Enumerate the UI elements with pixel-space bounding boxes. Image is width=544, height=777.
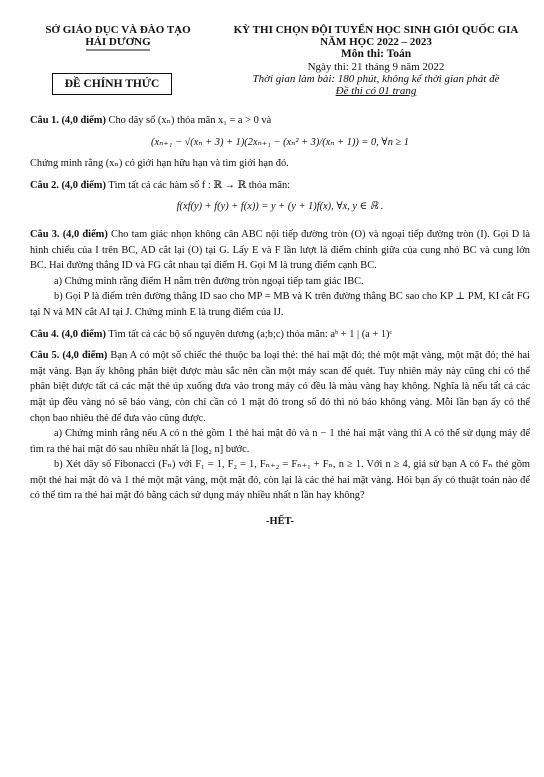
province-underline — [18, 48, 218, 52]
province-name: HẢI DƯƠNG — [85, 36, 151, 48]
question-3-label: Câu 3. (4,0 điểm) — [30, 228, 108, 240]
exam-duration: Thời gian làm bài: 180 phút, không kể thời gian phát đề — [252, 73, 500, 85]
question-1-label: Câu 1. (4,0 điểm) — [30, 115, 106, 126]
question-1 — [30, 113, 530, 129]
official-stamp: ĐỀ CHÍNH THỨC — [52, 73, 172, 95]
question-1-text: Cho dãy số (xₙ) thỏa mãn x₁ = a > 0 và — [108, 115, 272, 126]
subject: Môn thi: Toán — [340, 48, 412, 60]
question-4-text: Tìm tất cả các bộ số nguyên dương (a;b;c) thỏa mãn: aᵇ + 1 | (a + 1)ᶜ — [108, 328, 393, 340]
question-2-text: Tìm tất cả các hàm số f : ℝ → ℝ thỏa mãn: — [108, 179, 291, 191]
issuer-block — [18, 24, 218, 52]
exam-info-block — [218, 24, 534, 97]
exam-title: KỲ THI CHỌN ĐỘI TUYỂN HỌC SINH GIỎI QUỐC GIA — [233, 24, 519, 36]
question-5-part-b: b) Xét dãy số Fibonacci (Fₙ) với F₁ = 1, F₂ = 1, Fₙ₊₂ = Fₙ₊₁ + Fₙ, n ≥ 1. Với n ≥ 4, giả sử bạn A có Fₙ thẻ gồm một thẻ hai mặt đỏ và 1 thẻ một mặt vàng, một mặt đỏ, còn lại là các thẻ hai mặt vàng. Hỏi bạn ấy có thuật toán nào để có thể tìm ra thẻ hai mặt đỏ bằng cách sử dụng máy nhiều nhất n lần hay không? — [30, 459, 530, 502]
question-5-text: Bạn A có một số chiếc thẻ thuộc ba loại thẻ: thẻ hai mặt đỏ; thẻ một mặt vàng, một mặt đỏ; thẻ hai mặt vàng. Bạn ấy không phân biệt được màu sắc nên cần một máy scan để quét. Tuy nhiên máy này cũng chỉ có thể phân biệt được tất cả các mặt thẻ úp xuống đưa vào trong máy có đều là màu vàng hay không. Nghĩa là nếu tất cả các mặt úp đều vàng nó sẽ báo vàng, còn chỉ cần có 1 mặt đỏ trong số đó thì nó báo không vàng. Mỗi lần bạn ấy có thể chọn bao nhiêu thẻ để đưa vào cũng được. — [30, 350, 530, 424]
question-3-part-b: b) Gọi P là điểm trên đường thẳng ID sao cho MP = MB và K trên đường thẳng BC sao cho KP ⊥ PM, KI cắt FG tại N và MN cắt AI tại J. Chứng minh E là trung điểm của IJ. — [30, 291, 530, 318]
question-3 — [30, 227, 530, 274]
question-5-part-a: a) Chứng minh rằng nếu A có n thẻ gồm 1 thẻ hai mặt đỏ và n − 1 thẻ hai mặt vàng thì A có thể sử dụng máy để tìm ra thẻ hai mặt đỏ sau nhiều nhất là [log₂ n] bước. — [30, 428, 530, 455]
question-5-label: Câu 5. (4,0 điểm) — [30, 350, 108, 362]
question-2-equation: f(xf(y) + f(y) + f(x)) = y + (y + 1)f(x), ∀x, y ∈ ℝ . — [176, 201, 384, 213]
page-count: Đề thi có 01 trang — [335, 85, 417, 97]
exam-body — [30, 113, 530, 530]
question-4-label: Câu 4. (4,0 điểm) — [30, 328, 106, 340]
exam-date: Ngày thi: 21 tháng 9 năm 2022 — [307, 61, 445, 73]
question-1-equation: (xₙ₊₁ − √(xₙ + 3) + 1)(2xₙ₊₁ − (xₙ² + 3)/(xₙ + 1)) = 0, ∀n ≥ 1 — [151, 136, 409, 148]
question-3-part-a: a) Chứng minh rằng điểm H nằm trên đường tròn ngoại tiếp tam giác IBC. — [54, 275, 364, 287]
question-2-label: Câu 2. (4,0 điểm) — [30, 179, 106, 191]
question-2 — [30, 178, 530, 194]
question-4 — [30, 327, 530, 343]
end-mark: -HẾT- — [266, 516, 294, 528]
school-year: NĂM HỌC 2022 – 2023 — [320, 36, 432, 48]
question-5 — [30, 348, 530, 426]
question-3-text: Cho tam giác nhọn không cân ABC nội tiếp đường tròn (O) và ngoại tiếp đường tròn (I). Gọi D là hình chiếu của I trên BC, AD cắt lại (O) tại G. Lấy E và F lần lượt là điểm chính giữa của cung nhỏ BC và cung lớn BC. Hai đường thẳng ID và FG cắt nhau tại điểm H. Gọi M là trung điểm cạnh BC. — [30, 228, 530, 272]
department-name: SỞ GIÁO DỤC VÀ ĐÀO TẠO — [45, 24, 191, 36]
question-1-prove: Chứng minh rằng (xₙ) có giới hạn hữu hạn và tìm giới hạn đó. — [30, 158, 289, 170]
